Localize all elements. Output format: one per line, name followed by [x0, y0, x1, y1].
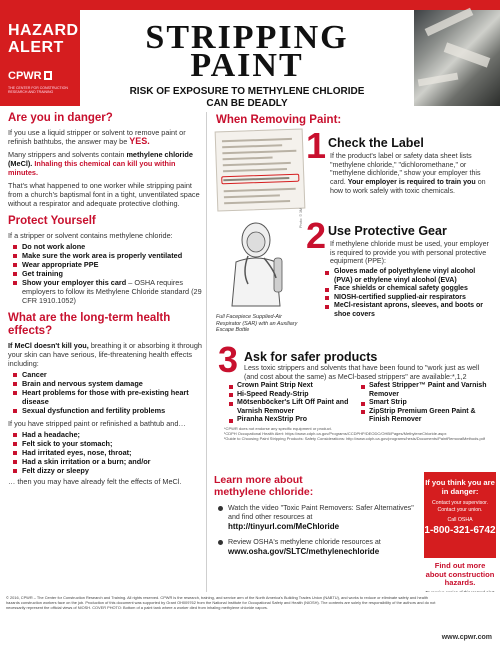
sheet-line [223, 157, 273, 161]
left-column [8, 112, 206, 486]
sheet-line [222, 138, 292, 142]
respirator-caption: Full Facepiece Supplied-Air Respirator (SAR) with an Auxiliary Escape Bottle [216, 314, 298, 334]
respirator-illustration [218, 218, 298, 310]
list-item: Gloves made of polyethylene vinyl alcohol (PVA) or ethylene vinyl alcohol (EVA) [320, 268, 494, 285]
cover-photo [414, 10, 500, 106]
photo-texture [425, 8, 474, 36]
page-title: STRIPPING PAINT [145, 19, 349, 84]
list-item: Wear appropriate PPE [8, 260, 206, 269]
list-item: ZipStrip Premium Green Paint & Finish Remover [358, 408, 494, 425]
badge-title: HAZARD ALERT [8, 22, 79, 56]
footnotes: *CPWR does not endorse any specific equipment or product. ¹CDPH Occupational Health Alert: https://www.cdph.ca.gov/Programs/CCDPHP/DEODC/OHB/Pages/MethyleneChloride.aspx ²Guide to Choosing Paint Stripping Products: Safety Considerations: http://www.cdph.ca.gov/programs/hesis/Documents/PaintRemovalMethods.pdf [224, 426, 486, 442]
logo-tagline: THE CENTER FOR CONSTRUCTION RESEARCH AND TRAINING [8, 86, 68, 94]
photo-credit: Photo: © 3M [299, 207, 303, 228]
page-subtitle: RISK OF EXPOSURE TO METHYLENE CHLORIDE CAN BE DEADLY [129, 86, 365, 109]
list-item: Had irritated eyes, nose, throat; [8, 448, 206, 457]
when-removing-heading: When Removing Paint: [216, 114, 342, 126]
list-item: Heart problems for those with pre-existing heart disease [8, 388, 206, 406]
protect-list [8, 242, 206, 305]
learn-more-section [214, 474, 420, 557]
danger-heading: Are you in danger? [8, 112, 113, 124]
sheet-line [224, 194, 280, 198]
step-1-title: Check the Label [328, 136, 424, 150]
list-item: Show your employer this card – OSHA requires employers to follow its Methylene Chloride standard (29 CFR 1910.1052) [8, 278, 206, 305]
effects-heading: What are the long-term health effects? [8, 312, 171, 337]
list-item: Face shields or chemical safety goggles [320, 285, 494, 294]
sheet-line [223, 168, 287, 172]
list-item: Make sure the work area is properly ventilated [8, 251, 206, 260]
list-item: Had a headache; [8, 430, 206, 439]
step-3-intro: Less toxic strippers and solvents that have been found to "work just as well (and cost about the same) as MeCl-based strippers" are available:*,1,2 [244, 364, 480, 381]
ppe-list [320, 268, 494, 320]
osha-phone: 1-800-321-6742 [424, 525, 496, 536]
safety-data-sheet-image [215, 128, 306, 211]
sheet-line [222, 144, 282, 148]
footer [0, 592, 500, 653]
danger-callout [424, 472, 496, 558]
protect-intro: If a stripper or solvent contains methylene chloride: [8, 231, 173, 240]
list-item: Get training [8, 269, 206, 278]
list-item: Sexual dysfunction and fertility problems [8, 406, 206, 415]
safer-products-list-2 [358, 382, 494, 425]
step-number-2: 2 [306, 215, 327, 256]
protect-heading: Protect Yourself [8, 215, 96, 227]
list-item: Had a skin irritation or a burn; and/or [8, 457, 206, 466]
callout-heading: If you think you are in danger: [425, 478, 495, 496]
list-item: NIOSH-certified supplied-air respirators [320, 294, 494, 303]
danger-paragraph-2: Many strippers and solvents contain methylene chloride (MeCl). Inhaling this chemical can kill you within minutes. [8, 150, 193, 177]
symptoms-intro: If you have stripped paint or refinished a bathtub and… [8, 419, 186, 428]
effects-paragraph: If MeCl doesn't kill you, breathing it or absorbing it through your skin can have serious, life-threatening health effects including: [8, 341, 202, 368]
step-number-3: 3 [218, 339, 239, 380]
list-item: Cancer [8, 370, 206, 379]
step-number-1: 1 [306, 125, 327, 166]
title-block [80, 10, 414, 109]
top-red-bar [0, 0, 500, 10]
callout-call-osha: Call OSHA [447, 517, 473, 523]
sheet-line [224, 188, 296, 193]
learn-more-heading: Learn more about methylene chloride: [214, 474, 314, 498]
list-item: MeCl-resistant aprons, sleeves, and boots or shoe covers [320, 302, 494, 319]
photo-texture [444, 42, 491, 67]
logo-mark-icon [44, 71, 52, 80]
danger-paragraph-1: If you use a liquid stripper or solvent to remove paint or refinish bathtubs, the answer may be YES. [8, 128, 186, 146]
list-item: Brain and nervous system damage [8, 379, 206, 388]
list-item: Hi-Speed Ready-Strip [226, 391, 356, 400]
column-divider [206, 112, 207, 592]
list-item: Watch the video "Toxic Paint Removers: Safer Alternatives" and find other resources at http://tinyurl.com/MeChloride [214, 504, 420, 532]
step-2-title: Use Protective Gear [328, 224, 447, 238]
step-3-title: Ask for safer products [244, 350, 378, 364]
find-out-more-heading: Find out more about construction hazards. [425, 561, 495, 587]
danger-paragraph-3: That's what happened to one worker while stripping paint from a church's baptismal font in a tight, unventilated space without a respirator and adequate protective clothing. [8, 181, 200, 208]
list-item: Review OSHA's methylene chloride resources at www.osha.gov/SLTC/methylenechloride [214, 538, 420, 557]
callout-contact: Contact your supervisor. Contact your union. [432, 500, 488, 513]
photo-texture [418, 73, 459, 87]
sheet-line [224, 200, 290, 204]
sheet-line [223, 162, 291, 166]
sheet-line [222, 150, 296, 155]
hazard-alert-badge [0, 10, 80, 106]
symptoms-list [8, 430, 206, 475]
list-item: Crown Paint Strip Next [226, 382, 356, 391]
step-2-intro: If methylene chloride must be used, your employer is required to provide you with personal protective equipment (PPE): [330, 240, 489, 266]
cpwr-logo: CPWR [8, 70, 52, 82]
list-item: Felt dizzy or sleepy [8, 466, 206, 475]
safer-products-list-1 [226, 382, 356, 425]
step-1-text: If the product's label or safety data sheet lists "methylene chloride," "dichloromethane," or "methylene dichloride," show your employer this card. Your employer is required to train you on how to work safely with toxic chemicals. [330, 152, 486, 195]
list-item: Felt sick to your stomach; [8, 439, 206, 448]
effects-list [8, 370, 206, 415]
list-item: Safest Stripper™ Paint and Varnish Remover [358, 382, 494, 399]
symptoms-closing: … then you may have already felt the effects of MeCl. [8, 477, 182, 486]
list-item: Do not work alone [8, 242, 206, 251]
footer-url: www.cpwr.com [441, 634, 492, 641]
list-item: Mötsenböcker's Lift Off Paint and Varnish Remover [226, 399, 356, 416]
list-item: Piranha NexStrip Pro [226, 416, 356, 425]
list-item: Smart Strip [358, 399, 494, 408]
footer-text: © 2016, CPWR – The Center for Construction Research and Training. All rights reserved. CPWR is the research, training, and service arm of the North America's Building Trades Union (NABTU), and works to reduce or eliminate safety and health hazards construction workers face on the job. Production of this document was supported by Grant OH009762 from the National Institute for Occupational Safety and Health (NIOSH). The contents are solely the responsibility of the authors and do not necessarily represent the official views of NIOSH. COVER PHOTO: Bottom of a paint tank where a worker died from inhaling methylene chloride vapors. [6, 595, 436, 611]
